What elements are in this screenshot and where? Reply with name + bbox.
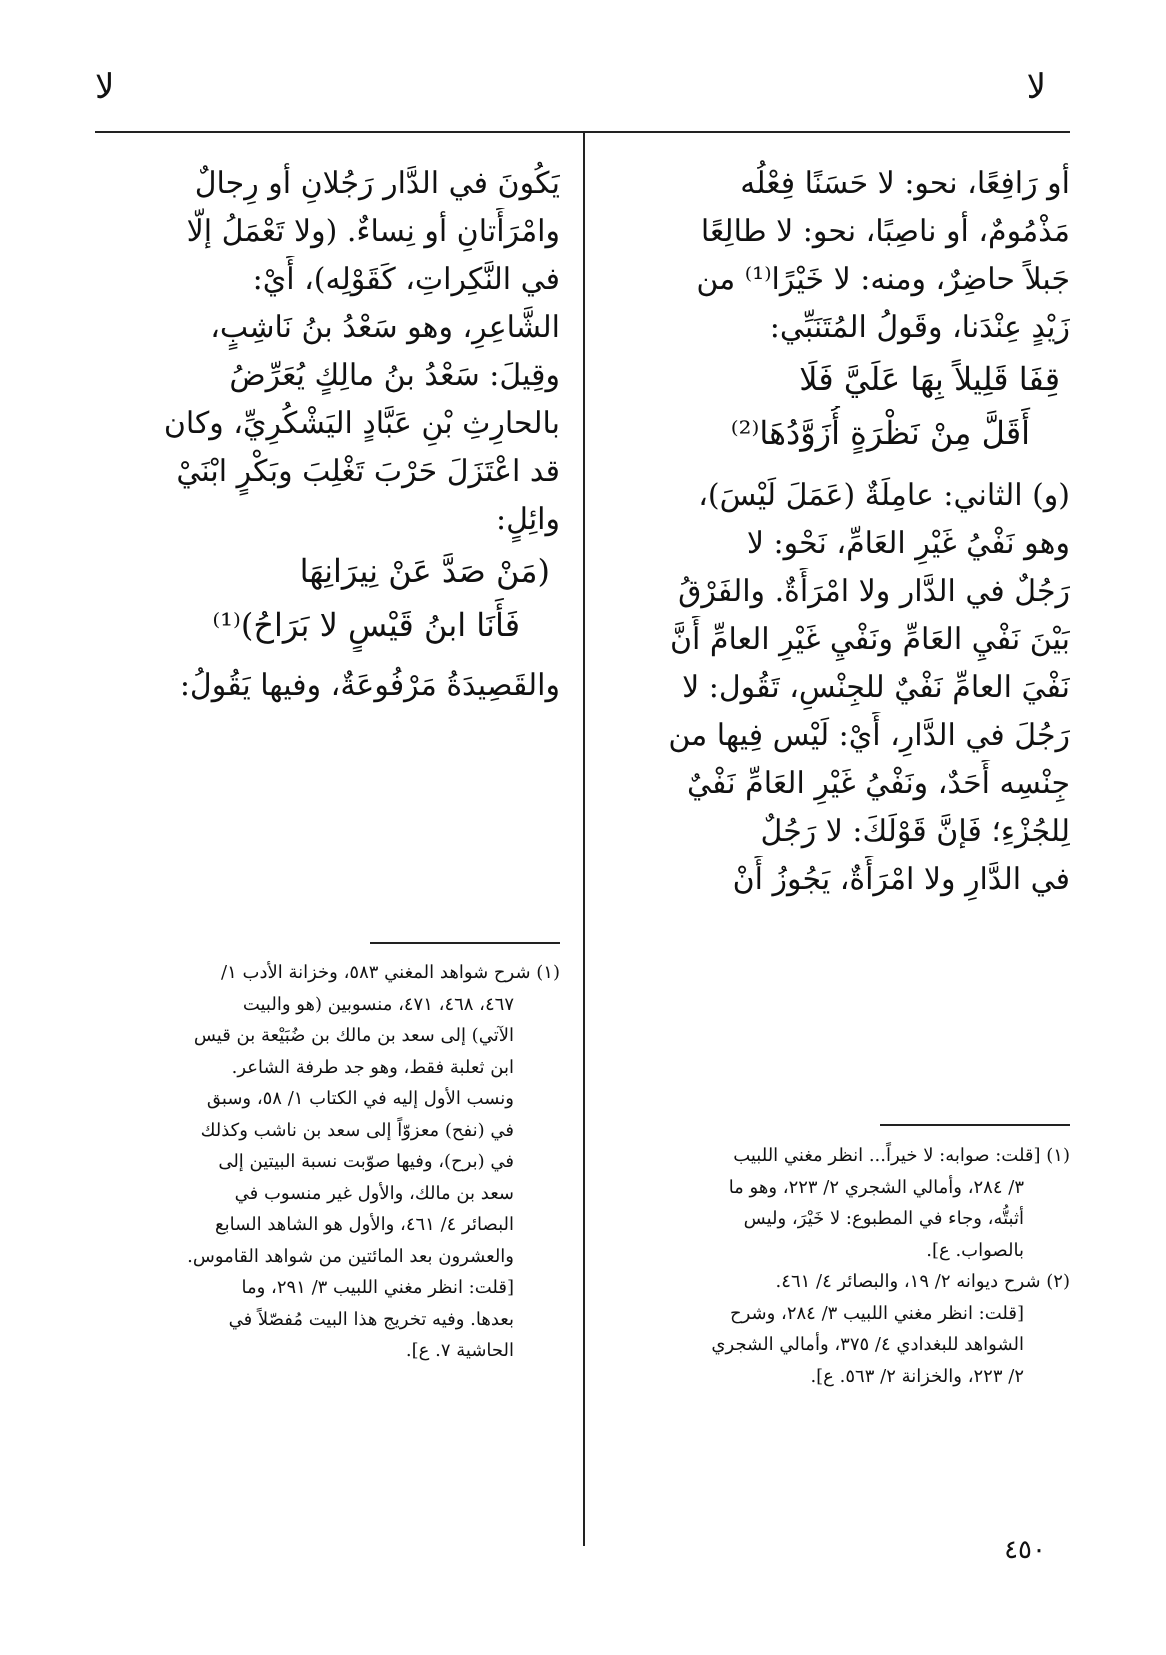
footnote-line: الحاشية ٧. ع]. xyxy=(405,1340,514,1361)
page-number: ٤٥٠ xyxy=(1004,1535,1046,1565)
footnote-line: (٢) شرح ديوانه ٢/ ١٩، والبصائر ٤/ ٤٦١. xyxy=(775,1271,1070,1292)
body-line: زَيْدٍ عِنْدَنا، وقَولُ المُتَنَبِّي: xyxy=(769,310,1070,345)
body-line: جَبلاً حاضِرٌ، ومنه: لا خَيْرًا⁽¹⁾ من xyxy=(696,262,1070,297)
footnote-line: الشواهد للبغدادي ٤/ ٣٧٥، وأمالي الشجري xyxy=(711,1334,1024,1355)
footnote-line: في (نفح) معزوّاً إلى سعد بن ناشب وكذلك xyxy=(200,1119,514,1141)
body-line: وائِلٍ: xyxy=(496,502,560,537)
body-line: (و) الثاني: عامِلَةٌ (عَمَلَ لَيْسَ)، xyxy=(698,478,1070,513)
body-line: الشَّاعِرِ، وهو سَعْدُ بنُ نَاشِبٍ، xyxy=(210,310,560,345)
body-line: والقَصِيدَةُ مَرْفُوعَةٌ، وفيها يَقُولُ: xyxy=(179,668,560,703)
footnotes-left xyxy=(95,957,560,1367)
running-head-right: لا xyxy=(1026,67,1046,107)
body-line: بَيْنَ نَفْيِ العَامِّ ونَفْيِ غَيْرِ العامِّ أَنَّ xyxy=(670,622,1070,657)
footnote-line: ٣/ ٢٨٤، وأمالي الشجري ٢/ ٢٢٣، وهو ما xyxy=(728,1176,1024,1198)
body-line: يَكُونَ في الدَّار رَجُلانِ أو رِجالٌ xyxy=(194,166,560,201)
body-line: قد اعْتَزَلَ حَرْبَ تَغْلِبَ وبَكْرٍ ابْنَيْ xyxy=(176,454,560,489)
verse-line: (مَنْ صَدَّ عَنْ نِيرَانِهَا xyxy=(299,552,550,590)
footnote-line: البصائر ٤/ ٤٦١، والأول هو الشاهد السابع xyxy=(215,1214,514,1235)
body-line: أو رَافِعًا، نحو: لا حَسَنًا فِعْلُه xyxy=(740,166,1070,201)
verse-line: أَقَلَّ مِنْ نَظْرَةٍ أُزَوَّدُهَا⁽²⁾ xyxy=(730,414,1030,452)
footnote-line: [قلت: انظر مغني اللبيب ٣/ ٢٩١، وما xyxy=(241,1277,514,1298)
body-line: وقِيلَ: سَعْدُ بنُ مالِكٍ يُعَرِّضُ xyxy=(229,358,560,393)
body-line: رَجُلٌ في الدَّار ولا امْرَأَةٌ. والفَرْقُ xyxy=(678,574,1070,609)
body-line: في الدَّارِ ولا امْرَأَةٌ، يَجُوزُ أَنْ xyxy=(732,862,1070,897)
footnote-line: سعد بن مالك، والأول غير منسوب في xyxy=(234,1182,514,1204)
footnote-line: ونسب الأول إليه في الكتاب ١/ ٥٨، وسبق xyxy=(206,1088,514,1109)
footnote-rule-left xyxy=(370,942,560,944)
body-line: في النَّكِراتِ، كَقَوْلِه)، أَيْ: xyxy=(252,262,560,297)
running-head-left: لا xyxy=(95,67,115,107)
verse-line: فَأَنَا ابنُ قَيْسٍ لا بَرَاحُ)⁽¹⁾ xyxy=(212,606,520,644)
footnote-line: (١) شرح شواهد المغني ٥٨٣، وخزانة الأدب ١/ xyxy=(221,962,560,983)
body-line: وامْرَأَتانِ أو نِساءٌ. (ولا تَعْمَلُ إلَّا xyxy=(186,214,560,249)
footnote-line: [قلت: انظر مغني اللبيب ٣/ ٢٨٤، وشرح xyxy=(729,1302,1024,1324)
column-divider xyxy=(583,131,585,1546)
footnote-line: ٤٦٧، ٤٦٨، ٤٧١، منسوبين (هو والبيت xyxy=(242,993,514,1015)
footnote-line: أثبتُّه، وجاء في المطبوع: لا خَيْرَ، وليس xyxy=(743,1208,1024,1229)
footnote-line: (١) [قلت: صوابه: لا خيراً... انظر مغني اللبيب xyxy=(733,1145,1070,1166)
right-column xyxy=(610,160,1070,904)
body-line: بالحارِثِ بْنِ عَبَّادٍ اليَشْكُرِيِّ، وكان xyxy=(163,406,560,441)
footnotes-right xyxy=(610,1140,1070,1392)
footnote-line: الآتي) إلى سعد بن مالك بن ضُبَيْعة بن قيس xyxy=(193,1025,514,1046)
footnote-rule-right xyxy=(880,1124,1070,1126)
body-line: مَذْمُومٌ، أو ناصِبًا، نحو: لا طالِعًا xyxy=(700,214,1070,249)
footnote-line: بعدها. وفيه تخريج هذا البيت مُفصّلاً في xyxy=(228,1308,514,1330)
footnote-line: بالصواب. ع]. xyxy=(926,1239,1024,1261)
verse-line: قِفَا قَلِيلاً بِهَا عَلَيَّ فَلَا xyxy=(799,360,1060,398)
body-line: جِنْسِه أَحَدٌ، ونَفْيُ غَيْرِ العَامِّ نَفْيٌ xyxy=(687,766,1070,801)
footnote-line: في (برح)، وفيها صوّبت نسبة البيتين إلى xyxy=(218,1151,514,1172)
footnote-line: ٢/ ٢٢٣، والخزانة ٢/ ٥٦٣. ع]. xyxy=(810,1365,1024,1387)
body-line: لِلجُزْءِ؛ فَإنَّ قَوْلَكَ: لا رَجُلٌ xyxy=(760,814,1070,849)
body-line: وهو نَفْيُ غَيْرِ العَامِّ، نَحْو: لا xyxy=(746,526,1070,561)
left-column xyxy=(95,160,560,710)
body-line: رَجُلَ في الدَّارِ، أَيْ: لَيْس فِيها من xyxy=(668,718,1070,753)
footnote-line: ابن ثعلبة فقط، وهو جد طرفة الشاعر. xyxy=(231,1056,514,1078)
footnote-line: والعشرون بعد المائتين من شواهد القاموس. xyxy=(187,1245,514,1267)
body-line: نَفْيَ العامِّ نَفْيٌ للجِنْسِ، تَقُول: لا xyxy=(682,670,1070,705)
